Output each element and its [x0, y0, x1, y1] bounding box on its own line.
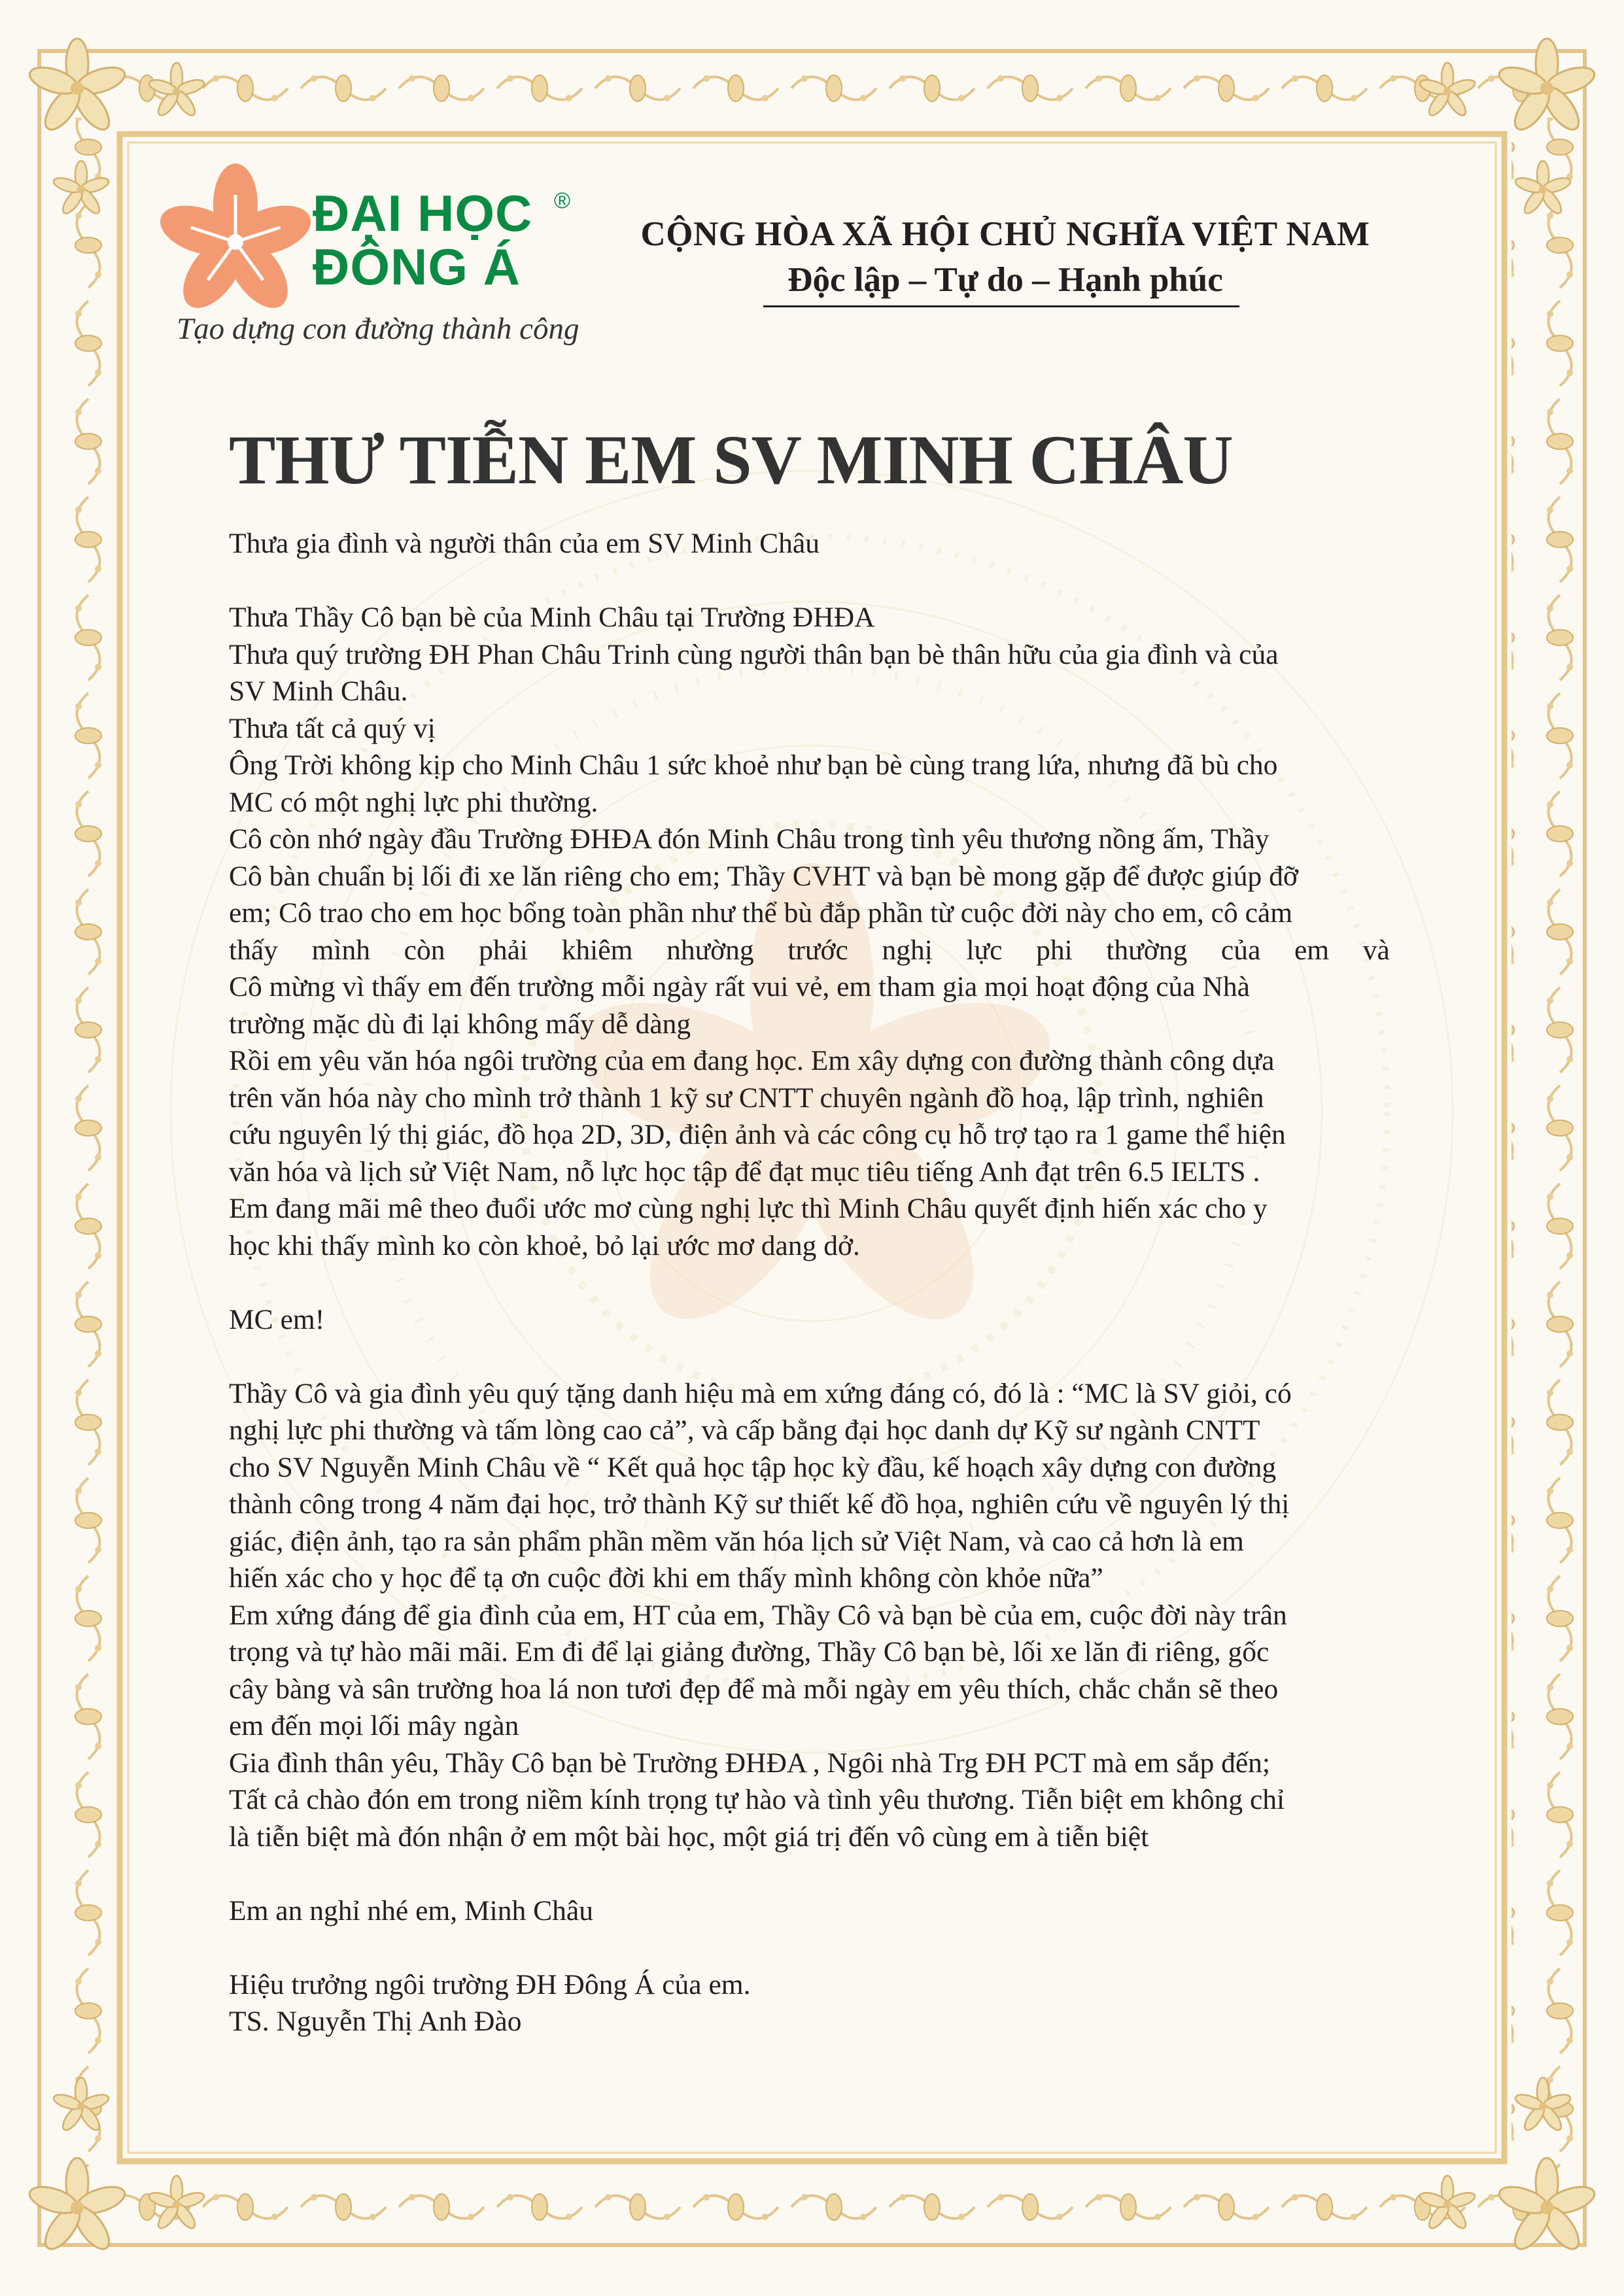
- letter-line: Gia đình thân yêu, Thầy Cô bạn bè Trường ĐHĐA , Ngôi nhà Trg ĐH PCT mà em sắp đến;: [229, 1747, 1271, 1779]
- letter-line: Thưa quý trường ĐH Phan Châu Trinh cùng người thân bạn bè thân hữu của gia đình và của: [229, 638, 1279, 670]
- word: thấy: [229, 934, 278, 966]
- letter-line: cho SV Nguyễn Minh Châu về “ Kết quả học tập học kỳ đầu, kế hoạch xây dựng con đường: [229, 1451, 1277, 1483]
- paragraph-gap: [229, 1929, 1390, 1966]
- word: thường: [1106, 934, 1188, 966]
- word: phi: [1036, 934, 1073, 966]
- word: khiêm: [561, 934, 633, 966]
- letter-line: Em an nghỉ nhé em, Minh Châu: [229, 1894, 593, 1927]
- letter-line: cây bàng và sân trường hoa lá non tươi đẹp để mà mỗi ngày em yêu thích, chắc chắn sẽ theo: [229, 1673, 1279, 1705]
- paragraph-gap: [229, 562, 1390, 600]
- word: nghị: [882, 934, 933, 966]
- letter-line: Hiệu trưởng ngôi trường ĐH Đông Á của em.: [229, 1968, 751, 2000]
- letter-line: MC em!: [229, 1303, 325, 1335]
- letter-line: nghị lực phi thường và tấm lòng cao cả”, và cấp bằng đại học danh dự Kỹ sư ngành CNTT: [229, 1414, 1260, 1446]
- logo-slogan: Tạo dựng con đường thành công: [177, 312, 579, 346]
- logo-flower-icon: [154, 163, 317, 318]
- letter-line: Cô mừng vì thấy em đến trường mỗi ngày rất vui vẻ, em tham gia mọi hoạt động của Nhà: [229, 971, 1250, 1002]
- letter-line: MC có một nghị lực phi thường.: [229, 786, 598, 818]
- letter-line: cứu nguyên lý thị giác, đồ họa 2D, 3D, điện ảnh và các công cụ hỗ trợ tạo ra 1 game thể hiện: [229, 1119, 1286, 1150]
- word: còn: [404, 934, 445, 966]
- letter-line: [229, 932, 1390, 969]
- letter-title: THƯ TIỄN EM SV MINH CHÂU: [229, 422, 1233, 499]
- letter-line: Em xứng đáng để gia đình của em, HT của em, Thầy Cô và bạn bè của em, cuộc đời này trân: [229, 1599, 1287, 1631]
- letter-line: em đến mọi lối mây ngàn: [229, 1710, 519, 1741]
- letter-line: Em đang mãi mê theo đuổi ước mơ cùng nghị lực thì Minh Châu quyết định hiến xác cho y: [229, 1193, 1268, 1224]
- logo-university-name: ĐẠI HỌC ĐÔNG Á: [313, 184, 533, 296]
- letter-line: trên văn hóa này cho mình trở thành 1 kỹ sư CNTT chuyên ngành đồ hoạ, lập trình, nghiên: [229, 1082, 1264, 1114]
- word: và: [1362, 934, 1390, 966]
- letter-line: hiến xác cho y học để tạ ơn cuộc đời khi em thấy mình không còn khỏe nữa”: [229, 1562, 1103, 1594]
- letter-line: là tiễn biệt mà đón nhận ở em một bài học, một giá trị đến vô cùng em à tiễn biệt: [229, 1821, 1149, 1853]
- letter-line: học khi thấy mình ko còn khoẻ, bỏ lại ước mơ dang dở.: [229, 1229, 860, 1261]
- letter-line: TS. Nguyễn Thị Anh Đào: [229, 2006, 522, 2037]
- letter-line: Tất cả chào đón em trong niềm kính trọng tự hào và tình yêu thương. Tiễn biệt em không chỉ: [229, 1784, 1285, 1815]
- letter-line: Thưa Thầy Cô bạn bè của Minh Châu tại Trường ĐHĐA: [229, 602, 875, 633]
- letter-line: em; Cô trao cho em học bổng toàn phần như thể bù đắp phần từ cuộc đời này cho em, cô cảm: [229, 897, 1293, 929]
- letter-line: Ông Trời không kịp cho Minh Châu 1 sức khoẻ như bạn bè cùng trang lứa, nhưng đã bù cho: [229, 749, 1278, 781]
- letter-line: Thưa gia đình và người thân của em SV Minh Châu: [229, 528, 820, 559]
- paragraph-gap: [229, 1338, 1390, 1375]
- letter-body: [229, 525, 1390, 2040]
- letter-line: văn hóa và lịch sử Việt Nam, nỗ lực học tập để đạt mục tiêu tiếng Anh đạt trên 6.5 IELTS .: [229, 1156, 1260, 1188]
- letter-line: Thưa tất cả quý vị: [229, 712, 436, 744]
- word: của: [1220, 934, 1261, 966]
- letter-line: Cô còn nhớ ngày đầu Trường ĐHĐA đón Minh Châu trong tình yêu thương nồng ấm, Thầy: [229, 823, 1270, 855]
- national-header: CỘNG HÒA XÃ HỘI CHỦ NGHĨA VIỆT NAM: [640, 215, 1370, 253]
- letter-line: trường mặc dù đi lại không mấy dễ dàng: [229, 1008, 691, 1040]
- paragraph-gap: [229, 1855, 1390, 1893]
- word: nhường: [666, 934, 754, 966]
- logo-registered-mark: ®: [554, 188, 571, 213]
- letter-line: Rồi em yêu văn hóa ngôi trường của em đang học. Em xây dựng con đường thành công dựa: [229, 1045, 1275, 1076]
- motto-underline: [763, 305, 1239, 307]
- word: em: [1294, 934, 1330, 966]
- word: trước: [787, 934, 848, 966]
- word: phải: [479, 934, 528, 966]
- paragraph-gap: [229, 1264, 1390, 1301]
- letter-line: trọng và tự hào mãi mãi. Em đi để lại giảng đường, Thầy Cô bạn bè, lối xe lăn đi riêng, gốc: [229, 1636, 1270, 1668]
- letter-line: thành công trong 4 năm đại học, trở thành Kỹ sư thiết kế đồ họa, nghiên cứu về nguyên lý thị: [229, 1488, 1290, 1520]
- national-motto: Độc lập – Tự do – Hạnh phúc: [787, 261, 1223, 299]
- letter-line: Cô bàn chuẩn bị lối đi xe lăn riêng cho em; Thầy CVHT và bạn bè mong gặp để được giúp đỡ: [229, 860, 1298, 892]
- word: lực: [966, 934, 1003, 966]
- letter-line: SV Minh Châu.: [229, 676, 408, 707]
- letter-line: giác, điện ảnh, tạo ra sản phẩm phần mềm văn hóa lịch sử Việt Nam, và cao cả hơn là em: [229, 1525, 1244, 1557]
- word: mình: [311, 934, 370, 966]
- letter-line: Thầy Cô và gia đình yêu quý tặng danh hiệu mà em xứng đáng có, đó là : “MC là SV giỏi, có: [229, 1377, 1292, 1409]
